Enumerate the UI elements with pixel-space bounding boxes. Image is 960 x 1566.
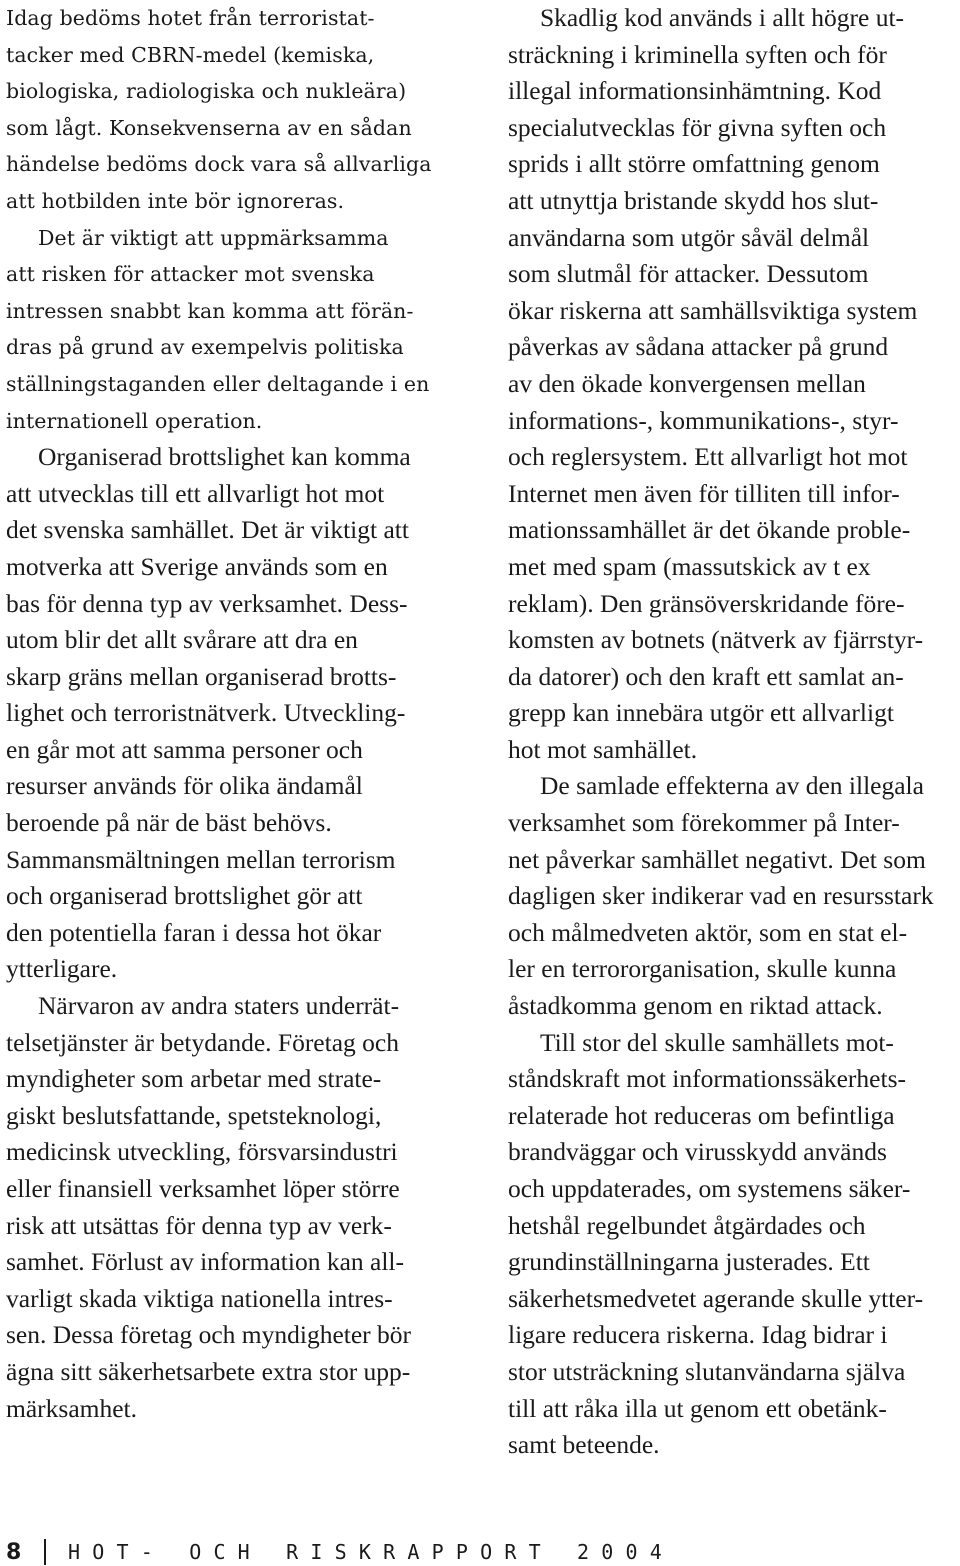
text-line: användarna som utgör såväl delmål: [508, 222, 870, 252]
text-line: lighet och terroristnätverk. Utveckling-: [6, 698, 406, 728]
footer-divider: [44, 1539, 46, 1565]
text-line: Internet men även för tilliten till infor-: [508, 478, 900, 508]
text-line: dras på grund av exempelvis politiska: [6, 335, 404, 360]
text-line: risk att utsättas för denna typ av verk-: [6, 1210, 392, 1240]
text-line: grundinställningarna justerades. Ett: [508, 1247, 870, 1277]
text-line: att utvecklas till ett allvarligt hot mot: [6, 478, 385, 508]
text-line: åstadkomma genom en riktad attack.: [508, 991, 883, 1021]
text-line: och uppdaterades, om systemens säker-: [508, 1174, 911, 1203]
report-title: HOT- OCH RISKRAPPORT 2004: [68, 1540, 675, 1564]
text-line: komsten av botnets (nätverk av fjärrstyr-: [508, 625, 924, 655]
text-line: att risken för attacker mot svenska: [6, 262, 375, 287]
text-line: ståndskraft mot informationssäkerhets-: [508, 1064, 906, 1094]
text-line: som slutmål för attacker. Dessutom: [508, 259, 869, 289]
text-line: ökar riskerna att samhällsviktiga system: [508, 295, 918, 325]
text-line: myndigheter som arbetar med strate-: [6, 1064, 382, 1094]
text-line: Organiserad brottslighet kan komma: [38, 442, 411, 472]
text-line: da datorer) och den kraft ett samlat an-: [508, 661, 904, 691]
text-line: met med spam (massutskick av t ex: [508, 551, 871, 581]
text-line: till att råka illa ut genom ett obetänk-: [508, 1393, 887, 1423]
text-line: påverkas av sådana attacker på grund: [508, 332, 889, 362]
text-line: att utnyttja bristande skydd hos slut-: [508, 185, 879, 215]
text-line: samt beteende.: [508, 1430, 660, 1460]
text-line: utom blir det allt svårare att dra en: [6, 625, 358, 655]
text-line: sträckning i kriminella syften och för: [508, 39, 887, 69]
text-line: hot mot samhället.: [508, 734, 698, 764]
text-line: beroende på när de bäst behövs.: [6, 808, 332, 838]
text-line: brandväggar och virusskydd används: [508, 1137, 887, 1167]
text-line: skarp gräns mellan organiserad brotts-: [6, 661, 397, 691]
text-line: en går mot att samma personer och: [6, 734, 363, 764]
text-line: ligare reducera riskerna. Idag bidrar i: [508, 1320, 888, 1350]
text-line: Idag bedöms hotet från terroristat-: [6, 6, 375, 30]
text-line: medicinsk utveckling, försvarsindustri: [6, 1137, 398, 1167]
text-line: grepp kan innebära utgör ett allvarligt: [508, 698, 894, 728]
page-footer: [0, 1538, 960, 1566]
text-line: samhet. Förlust av information kan all-: [6, 1247, 405, 1277]
text-line: ytterligare.: [6, 954, 118, 984]
text-line: varligt skada viktiga nationella intres-: [6, 1283, 393, 1313]
text-line: av den ökade konvergensen mellan: [508, 368, 866, 398]
text-line: Sammansmältningen mellan terrorism: [6, 844, 396, 874]
text-line: specialutvecklas för givna syften och: [508, 112, 887, 142]
text-line: och reglersystem. Ett allvarligt hot mot: [508, 442, 908, 472]
text-line: Skadlig kod används i allt högre ut-: [540, 3, 905, 32]
text-line: intressen snabbt kan komma att förän-: [6, 298, 414, 323]
text-line: internationell operation.: [6, 408, 263, 433]
text-line: ägna sitt säkerhetsarbete extra stor upp-: [6, 1356, 411, 1386]
text-line: eller finansiell verksamhet löper större: [6, 1174, 400, 1203]
text-line: relaterade hot reduceras om befintliga: [508, 1100, 895, 1130]
text-line: De samlade effekterna av den illegala: [540, 771, 924, 801]
text-line: Det är viktigt att uppmärksamma: [38, 225, 389, 250]
text-line: att hotbilden inte bör ignoreras.: [6, 188, 345, 213]
text-line: resurser används för olika ändamål: [6, 771, 363, 801]
text-line: händelse bedöms dock vara så allvarliga: [6, 152, 432, 177]
text-line: illegal informationsinhämtning. Kod: [508, 76, 882, 106]
text-line: telsetjänster är betydande. Företag och: [6, 1027, 399, 1057]
text-line: reklam). Den gränsöverskridande före-: [508, 588, 905, 618]
text-line: säkerhetsmedvetet agerande skulle ytter-: [508, 1283, 924, 1313]
text-line: hetshål regelbundet åtgärdades och: [508, 1210, 866, 1240]
text-line: som lågt. Konsekvenserna av en sådan: [6, 115, 412, 140]
text-line: Till stor del skulle samhällets mot-: [540, 1027, 894, 1057]
page-number: 8: [6, 1539, 22, 1565]
text-line: mationssamhället är det ökande proble-: [508, 515, 911, 545]
text-line: verksamhet som förekommer på Inter-: [508, 808, 900, 838]
text-line: ler en terrororganisation, skulle kunna: [508, 954, 897, 984]
text-line: ställningstaganden eller deltagande i en: [6, 371, 430, 396]
left-column: [6, 0, 464, 1427]
text-line: net påverkar samhället negativt. Det som: [508, 844, 926, 874]
text-line: biologiska, radiologiska och nukleära): [6, 79, 407, 104]
text-line: den potentiella faran i dessa hot ökar: [6, 917, 382, 947]
text-line: och målmedveten aktör, som en stat el-: [508, 917, 908, 947]
text-line: tacker med CBRN-medel (kemiska,: [6, 42, 375, 67]
text-line: Närvaron av andra staters underrät-: [38, 991, 400, 1021]
text-line: det svenska samhället. Det är viktigt att: [6, 515, 409, 545]
text-line: sen. Dessa företag och myndigheter bör: [6, 1320, 412, 1350]
text-line: stor utsträckning slutanvändarna själva: [508, 1356, 906, 1386]
text-line: och organiserad brottslighet gör att: [6, 881, 363, 911]
text-line: sprids i allt större omfattning genom: [508, 149, 880, 179]
text-line: giskt beslutsfattande, spetsteknologi,: [6, 1100, 382, 1130]
text-line: informations-, kommunikations-, styr-: [508, 405, 899, 435]
text-line: bas för denna typ av verksamhet. Dess-: [6, 588, 408, 618]
text-line: märksamhet.: [6, 1393, 137, 1423]
text-line: dagligen sker indikerar vad en resursstark: [508, 881, 934, 911]
text-line: motverka att Sverige används som en: [6, 551, 388, 581]
right-column: [508, 0, 960, 1464]
